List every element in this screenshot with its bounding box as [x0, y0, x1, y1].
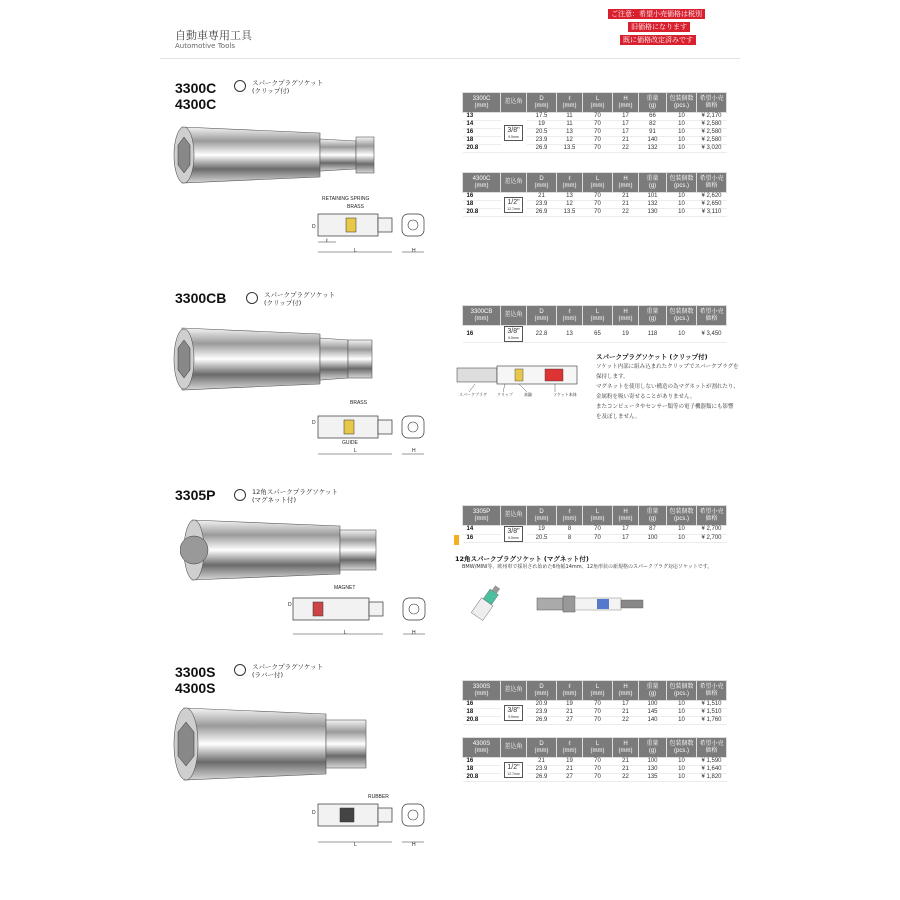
page-title: 自動車専用工具	[175, 29, 252, 42]
table-cell: ¥ 3,020	[697, 145, 727, 153]
spec-table	[462, 737, 727, 782]
table-cell: 23.9	[527, 137, 557, 145]
callout: 真鍮	[524, 392, 532, 397]
table-cell: 10	[667, 113, 697, 121]
table-header: 希望小売 価格	[697, 93, 727, 113]
table-cell: ¥ 2,620	[697, 193, 727, 201]
spec-table	[462, 680, 727, 725]
table-header: 包装個数 (pcs.)	[667, 93, 697, 113]
socket-photo	[180, 512, 400, 588]
table-cell: 13	[557, 326, 583, 343]
product-code: 3300C	[175, 80, 217, 96]
table-header: D (mm)	[527, 681, 557, 701]
diagram-label: RETAINING SPRING	[322, 196, 370, 202]
table-cell: 19	[557, 758, 583, 766]
table-cell: 22	[613, 209, 639, 217]
table-cell: 10	[667, 534, 697, 543]
feature-line: 保持します。	[596, 374, 629, 380]
diagram-label: RUBBER	[368, 794, 389, 800]
table-header-model: 3305P (mm)	[463, 506, 501, 526]
table-cell: 23.9	[527, 201, 557, 209]
table-cell: 70	[583, 709, 613, 717]
table-cell: 10	[667, 709, 697, 717]
hex-socket-icon	[234, 80, 246, 92]
table-cell: ¥ 3,450	[697, 326, 727, 343]
product-desc	[252, 79, 323, 95]
table-cell: 19	[613, 326, 639, 343]
table-header: 差込角	[501, 506, 527, 526]
size-cell: 20.8	[463, 145, 501, 153]
table-cell: 20.5	[527, 129, 557, 137]
price-notice-2: 旧価格になります	[628, 22, 690, 32]
table-cell: 100	[639, 534, 667, 543]
table-cell: 23.9	[527, 709, 557, 717]
size-cell: 18	[463, 201, 501, 209]
table-header: H (mm)	[613, 93, 639, 113]
table-header: L (mm)	[583, 506, 613, 526]
size-cell: 20.8	[463, 774, 501, 782]
product-code: 3300CB	[175, 290, 227, 306]
product-code: 3305P	[175, 487, 216, 503]
table-header: ℓ (mm)	[557, 93, 583, 113]
table-header: 重量 (g)	[639, 506, 667, 526]
table-cell: 10	[667, 326, 697, 343]
table-cell: 10	[667, 129, 697, 137]
drive-size-badge: 3/8" 9.5mm	[504, 125, 522, 141]
table-header: L (mm)	[583, 173, 613, 193]
table-cell: 132	[639, 145, 667, 153]
drive-size-cell	[501, 326, 527, 343]
table-cell: 21	[613, 137, 639, 145]
table-cell: 19	[527, 526, 557, 535]
table-cell: 26.9	[527, 774, 557, 782]
product-code: 4300S	[175, 680, 216, 696]
table-cell: 118	[639, 326, 667, 343]
table-cell: 22	[613, 774, 639, 782]
highlight-marker	[454, 535, 459, 545]
feature-line: マグネットを使用しない構造の為マグネットが割れたり、	[596, 384, 739, 390]
desc-line: (ラバー付)	[252, 671, 284, 679]
table-header: 重量 (g)	[639, 93, 667, 113]
table-cell: 21	[613, 201, 639, 209]
table-cell: 11	[557, 121, 583, 129]
table-cell: 100	[639, 701, 667, 709]
spec-table	[462, 92, 727, 153]
table-row	[463, 758, 727, 766]
table-header: 重量 (g)	[639, 306, 667, 326]
table-cell: ¥ 2,580	[697, 129, 727, 137]
size-cell: 14	[463, 526, 501, 535]
table-cell: 21	[613, 193, 639, 201]
table-header: H (mm)	[613, 506, 639, 526]
table-header: L (mm)	[583, 681, 613, 701]
table-cell: 10	[667, 526, 697, 535]
product-desc	[264, 291, 335, 307]
table-header: 重量 (g)	[639, 681, 667, 701]
socket-photo	[170, 318, 400, 400]
table-row	[463, 526, 727, 535]
table-cell: ¥ 3,110	[697, 209, 727, 217]
table-header: 差込角	[501, 738, 527, 758]
table-cell: 130	[639, 766, 667, 774]
feature-line: ソケット内部に組み込まれたクリップでスパークプラグを	[596, 364, 739, 370]
table-header: ℓ (mm)	[557, 681, 583, 701]
table-cell: 70	[583, 145, 613, 153]
table-header: ℓ (mm)	[557, 306, 583, 326]
table-header: 差込角	[501, 93, 527, 113]
table-header: L (mm)	[583, 738, 613, 758]
table-cell: 13.5	[557, 145, 583, 153]
dim-letter: H	[412, 448, 416, 454]
spec-table	[462, 305, 727, 343]
table-header: D (mm)	[527, 506, 557, 526]
table-cell: 17	[613, 526, 639, 535]
table-header: 包装個数 (pcs.)	[667, 681, 697, 701]
table-cell: 13	[557, 129, 583, 137]
size-cell: 13	[463, 113, 501, 121]
table-row	[463, 113, 727, 121]
table-header-model: 3300S (mm)	[463, 681, 501, 701]
dimension-diagram	[310, 192, 440, 262]
table-header: H (mm)	[613, 681, 639, 701]
table-cell: 17	[613, 121, 639, 129]
table-cell: ¥ 1,760	[697, 717, 727, 725]
table-cell: 130	[639, 209, 667, 217]
table-cell: 11	[557, 113, 583, 121]
table-cell: 70	[583, 137, 613, 145]
desc-line: スパークプラグソケット	[252, 79, 324, 87]
table-cell: ¥ 2,580	[697, 121, 727, 129]
table-header: 重量 (g)	[639, 173, 667, 193]
desc-line: スパークプラグソケット	[252, 663, 324, 671]
table-cell: 17	[613, 113, 639, 121]
table-cell: 70	[583, 758, 613, 766]
table-cell: 27	[557, 717, 583, 725]
table-cell: ¥ 2,170	[697, 113, 727, 121]
table-cell: 10	[667, 201, 697, 209]
desc-line: (クリップ付)	[264, 299, 302, 307]
table-cell: 19	[527, 121, 557, 129]
drive-size-badge: 3/8" 9.5mm	[504, 326, 522, 342]
table-cell: 23.9	[527, 766, 557, 774]
feature-line: 金属粉を吸い寄せることがありません。	[596, 394, 696, 400]
table-cell: 70	[583, 526, 613, 535]
table-cell: 17.5	[527, 113, 557, 121]
table-cell: 65	[583, 326, 613, 343]
dim-letter: H	[412, 248, 416, 254]
table-header-model: 4300C (mm)	[463, 173, 501, 193]
table-cell: 21	[613, 758, 639, 766]
table-header: 希望小売 価格	[697, 738, 727, 758]
size-cell: 20.8	[463, 717, 501, 725]
feature-body	[596, 362, 766, 422]
table-cell: 70	[583, 701, 613, 709]
table-header: 包装個数 (pcs.)	[667, 173, 697, 193]
table-row	[463, 193, 727, 201]
table-cell: 10	[667, 137, 697, 145]
table-header: 包装個数 (pcs.)	[667, 738, 697, 758]
size-cell: 18	[463, 137, 501, 145]
table-cell: ¥ 2,580	[697, 137, 727, 145]
socket-photo	[170, 115, 400, 195]
table-header: H (mm)	[613, 738, 639, 758]
table-cell: 21	[613, 766, 639, 774]
size-cell: 20.8	[463, 209, 501, 217]
table-cell: 21	[557, 709, 583, 717]
table-cell: 20.9	[527, 701, 557, 709]
drive-size-cell	[501, 526, 527, 543]
table-header: 包装個数 (pcs.)	[667, 306, 697, 326]
spec-table	[462, 172, 727, 217]
table-header: ℓ (mm)	[557, 738, 583, 758]
table-cell: 87	[639, 526, 667, 535]
drive-size-badge: 3/8" 9.5mm	[504, 705, 522, 721]
table-cell: 10	[667, 193, 697, 201]
table-cell: 10	[667, 774, 697, 782]
table-cell: 10	[667, 758, 697, 766]
dim-letter: D	[312, 810, 316, 816]
table-header: 包装個数 (pcs.)	[667, 506, 697, 526]
hex-socket-icon	[246, 292, 258, 304]
table-header-model: 4300S (mm)	[463, 738, 501, 758]
callout: クリップ	[497, 392, 513, 397]
socket-photo	[170, 700, 400, 788]
table-header: L (mm)	[583, 93, 613, 113]
drive-size-cell	[501, 193, 527, 217]
feature-body	[462, 563, 732, 571]
drive-size-badge: 3/8" 9.5mm	[504, 526, 522, 542]
table-cell: 132	[639, 201, 667, 209]
table-cell: ¥ 1,590	[697, 758, 727, 766]
table-cell: 135	[639, 774, 667, 782]
table-header: 差込角	[501, 173, 527, 193]
table-header: H (mm)	[613, 306, 639, 326]
product-code: 3300S	[175, 664, 216, 680]
table-cell: ¥ 1,510	[697, 701, 727, 709]
table-cell: 101	[639, 193, 667, 201]
table-cell: 70	[583, 534, 613, 543]
table-cell: 10	[667, 209, 697, 217]
table-cell: 82	[639, 121, 667, 129]
table-cell: 10	[667, 766, 697, 774]
size-cell: 16	[463, 193, 501, 201]
table-cell: 70	[583, 717, 613, 725]
drive-size-badge: 1/2" 12.7mm	[504, 197, 523, 213]
table-cell: ¥ 1,820	[697, 774, 727, 782]
feature-title: 12角スパークプラグソケット (マグネット付)	[455, 555, 589, 563]
table-cell: 19	[557, 701, 583, 709]
size-cell: 16	[463, 701, 501, 709]
desc-line: スパークプラグソケット	[264, 291, 336, 299]
table-header: D (mm)	[527, 93, 557, 113]
price-notice-3: 既に価格改定済みです	[620, 35, 696, 45]
dim-letter: D	[312, 224, 316, 230]
table-header: 差込角	[501, 681, 527, 701]
table-cell: 22	[613, 717, 639, 725]
table-header: 希望小売 価格	[697, 506, 727, 526]
table-cell: 21	[527, 193, 557, 201]
dim-letter: L	[354, 448, 357, 454]
table-cell: 21	[557, 766, 583, 774]
drive-size-cell	[501, 758, 527, 782]
dodecagon-socket-icon	[234, 489, 246, 501]
desc-line: (クリップ付)	[252, 87, 290, 95]
product-code: 4300C	[175, 96, 217, 112]
dim-letter: H	[412, 842, 416, 848]
diagram-label: BRASS	[350, 400, 367, 406]
diagram-label: GUIDE	[342, 440, 358, 446]
feature-line: またコンピュータやセンサー類等の電子機器類にも影響	[596, 404, 734, 410]
table-cell: ¥ 1,640	[697, 766, 727, 774]
size-cell: 16	[463, 758, 501, 766]
table-header: D (mm)	[527, 738, 557, 758]
table-cell: 70	[583, 774, 613, 782]
callout: ソケット本体	[553, 392, 577, 397]
table-header: D (mm)	[527, 306, 557, 326]
table-cell: ¥ 2,700	[697, 534, 727, 543]
table-header: D (mm)	[527, 173, 557, 193]
table-cell: ¥ 2,700	[697, 526, 727, 535]
spec-table	[462, 505, 727, 543]
feature-line: BMW/MINI等、欧州車で採用され始めた6角幅14mm、12角形状の新規格のスパークプラグ対応ソケットです。	[462, 564, 713, 570]
table-header: 差込角	[501, 306, 527, 326]
table-cell: 140	[639, 137, 667, 145]
table-cell: 70	[583, 193, 613, 201]
dim-letter: D	[312, 420, 316, 426]
table-header: ℓ (mm)	[557, 173, 583, 193]
table-cell: 70	[583, 129, 613, 137]
table-cell: ¥ 2,650	[697, 201, 727, 209]
table-header: 重量 (g)	[639, 738, 667, 758]
table-cell: 66	[639, 113, 667, 121]
table-header: 希望小売 価格	[697, 173, 727, 193]
table-cell: 70	[583, 209, 613, 217]
dimension-diagram	[310, 398, 440, 462]
drive-size-cell	[501, 701, 527, 725]
product-desc	[252, 663, 323, 679]
hex-socket-icon	[234, 664, 246, 676]
table-header: L (mm)	[583, 306, 613, 326]
size-cell: 16	[463, 326, 501, 343]
dim-letter: D	[288, 602, 292, 608]
table-row	[463, 326, 727, 343]
table-cell: 22	[613, 145, 639, 153]
table-cell: 140	[639, 717, 667, 725]
size-cell: 16	[463, 129, 501, 137]
size-cell: 16	[463, 534, 501, 543]
table-cell: ¥ 1,510	[697, 709, 727, 717]
price-notice-1: ご注意：希望小売価格は税別	[608, 9, 705, 19]
table-cell: 10	[667, 701, 697, 709]
desc-line: (マグネット付)	[252, 496, 297, 504]
table-cell: 26.9	[527, 209, 557, 217]
drive-size-cell	[501, 113, 527, 153]
table-header: ℓ (mm)	[557, 506, 583, 526]
header-divider	[160, 58, 740, 59]
table-row	[463, 701, 727, 709]
table-cell: 27	[557, 774, 583, 782]
table-cell: 17	[613, 701, 639, 709]
table-cell: 70	[583, 766, 613, 774]
table-header-model: 3300C (mm)	[463, 93, 501, 113]
table-cell: 13	[557, 193, 583, 201]
table-cell: 70	[583, 201, 613, 209]
table-cell: 10	[667, 717, 697, 725]
size-cell: 18	[463, 766, 501, 774]
table-cell: 8	[557, 526, 583, 535]
desc-line: 12角スパークプラグソケット	[252, 488, 338, 496]
table-header: 希望小売 価格	[697, 681, 727, 701]
table-cell: 17	[613, 534, 639, 543]
table-cell: 70	[583, 113, 613, 121]
callout: スパークプラグ	[459, 392, 487, 397]
dim-letter: L	[354, 248, 357, 254]
table-header: 希望小売 価格	[697, 306, 727, 326]
product-desc	[252, 488, 338, 504]
table-cell: 22.8	[527, 326, 557, 343]
table-header-model: 3300CB (mm)	[463, 306, 501, 326]
diagram-label: MAGNET	[334, 585, 356, 591]
table-header: H (mm)	[613, 173, 639, 193]
table-cell: 100	[639, 758, 667, 766]
table-cell: 26.9	[527, 145, 557, 153]
table-cell: 12	[557, 137, 583, 145]
diagram-label: BRASS	[347, 204, 364, 210]
table-cell: 13.5	[557, 209, 583, 217]
table-cell: 12	[557, 201, 583, 209]
table-cell: 21	[527, 758, 557, 766]
feature-line: を及ぼしません。	[596, 414, 641, 420]
table-cell: 10	[667, 145, 697, 153]
dim-letter: H	[412, 630, 416, 636]
table-cell: 8	[557, 534, 583, 543]
table-cell: 145	[639, 709, 667, 717]
table-cell: 21	[613, 709, 639, 717]
spark-plug-photo	[465, 578, 665, 630]
dim-letter: L	[354, 842, 357, 848]
dim-letter: L	[344, 630, 347, 636]
table-cell: 91	[639, 129, 667, 137]
table-cell: 10	[667, 121, 697, 129]
size-cell: 14	[463, 121, 501, 129]
size-cell: 18	[463, 709, 501, 717]
dim-letter: ℓ	[326, 238, 328, 244]
table-cell: 26.9	[527, 717, 557, 725]
page-subtitle: Automotive Tools	[175, 42, 235, 50]
table-cell: 70	[583, 121, 613, 129]
feature-title: スパークプラグソケット (クリップ付)	[596, 353, 708, 361]
table-cell: 17	[613, 129, 639, 137]
table-cell: 20.5	[527, 534, 557, 543]
drive-size-badge: 1/2" 12.7mm	[504, 762, 523, 778]
